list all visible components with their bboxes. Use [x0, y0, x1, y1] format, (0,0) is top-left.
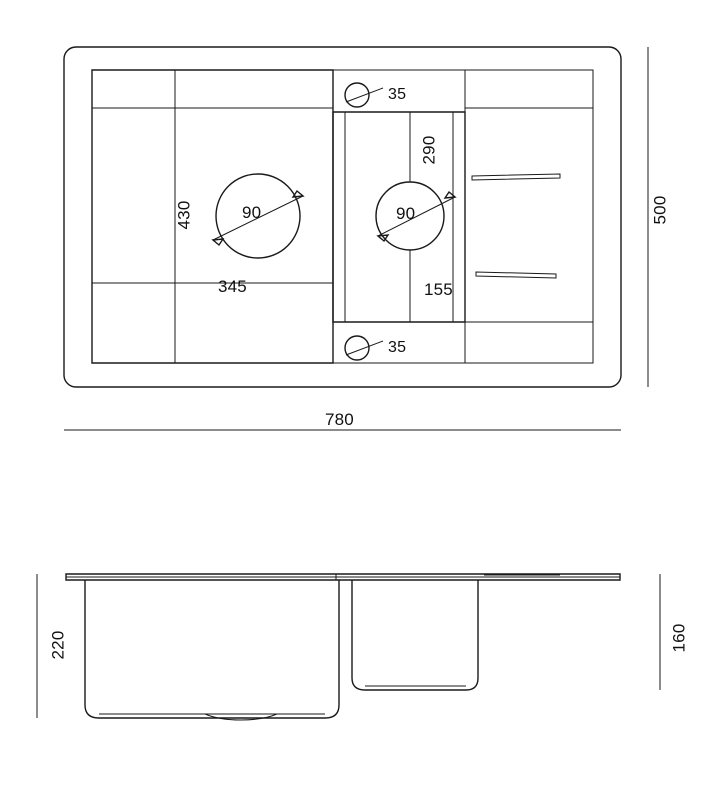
second-bowl-drain-diameter-label: 90: [396, 204, 416, 223]
main-bowl-drain-diameter-label: 90: [242, 203, 262, 222]
tap-hole-top-leader: [346, 88, 383, 102]
second-bowl-front-body: [352, 580, 478, 690]
tap-hole-top-diameter-label: 35: [388, 86, 407, 103]
main-bowl-width-label: 345: [218, 277, 247, 296]
main-bowl-front-drain-mark: [205, 714, 277, 720]
overall-width-label: 780: [325, 410, 354, 429]
drainer-groove-upper: [472, 174, 560, 180]
drainer-groove-lower: [476, 272, 556, 278]
tap-hole-bottom-leader: [346, 341, 383, 355]
main-bowl-drain-arrow-left: [213, 239, 223, 245]
second-bowl-width-label: 155: [424, 280, 453, 299]
overall-depth-label: 500: [650, 195, 670, 225]
main-bowl-outline: [92, 70, 333, 363]
second-bowl-depth-label: 290: [419, 135, 439, 165]
main-bowl-front-body: [85, 580, 339, 718]
main-bowl-height-label: 220: [48, 630, 68, 660]
second-bowl-height-label: 160: [669, 623, 689, 653]
tap-hole-bottom-diameter-label: 35: [388, 339, 407, 356]
main-bowl-depth-label: 430: [174, 200, 194, 230]
sink-outline: [64, 47, 621, 387]
front-view-group: [37, 574, 660, 720]
top-view-group: [64, 47, 648, 430]
sink-inner-outline: [92, 70, 593, 363]
